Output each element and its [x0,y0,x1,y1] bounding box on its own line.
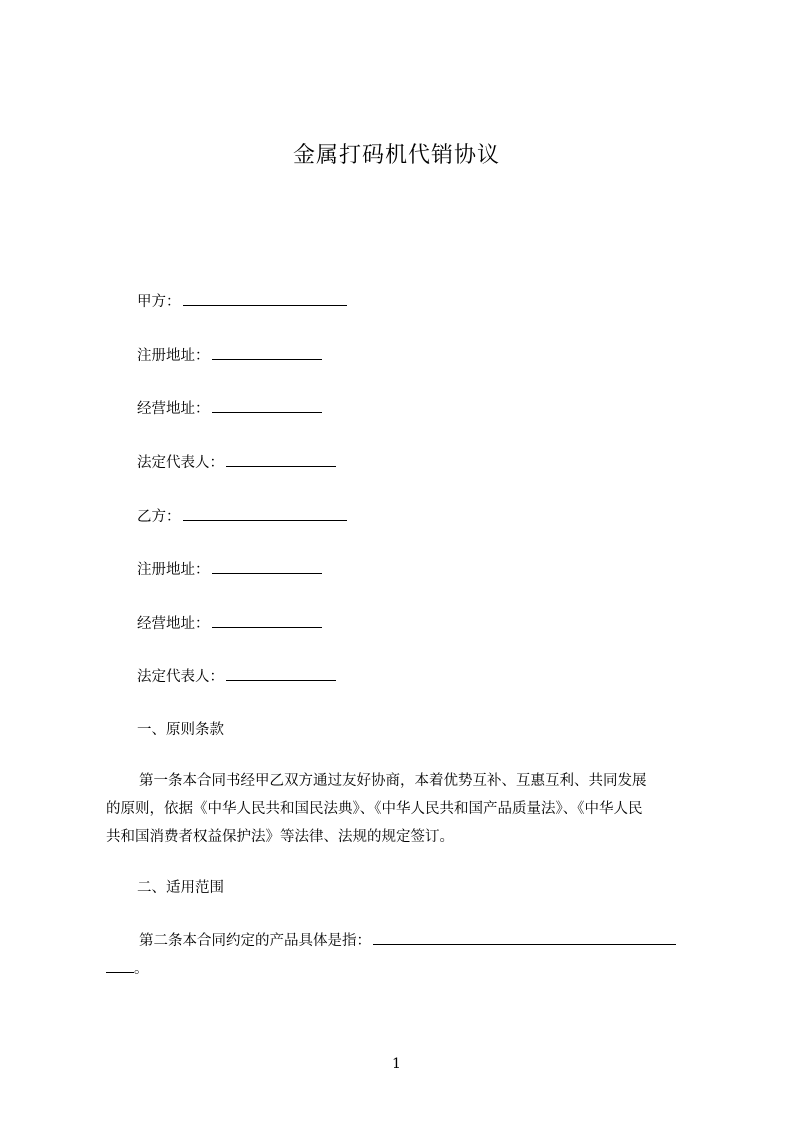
party-a-legal-rep-label: 法定代表人： [137,455,224,471]
article-1-paragraph [106,767,691,851]
party-b-business-address-blank [212,613,322,628]
party-a-registered-address-field [137,345,322,366]
article-2-line [106,927,691,955]
section-2-heading: 二、适用范围 [137,880,224,896]
article-1-line: 第一条本合同书经甲乙双方通过友好协商，本着优势互补、互惠互利、共同发展 [139,773,647,789]
article-2-text: 第二条本合同约定的产品具体是指： [139,933,371,949]
article-2-end-punctuation: 。 [134,961,149,977]
article-1-line: 的原则，依据《中华人民共和国民法典》、《中华人民共和国产品质量法》、《中华人民 [106,801,643,817]
party-a-registered-address-label: 注册地址： [137,348,210,364]
party-a-business-address-field [137,398,322,419]
section-1-heading: 一、原则条款 [137,722,224,738]
party-a-name-label: 甲方： [137,294,181,310]
party-b-legal-rep-label: 法定代表人： [137,669,224,685]
party-a-registered-address-blank [212,345,322,360]
party-a-business-address-label: 经营地址： [137,401,210,417]
party-b-business-address-label: 经营地址： [137,616,210,632]
party-b-name-field [137,506,347,527]
party-b-name-blank [183,506,347,521]
party-b-legal-rep-blank [226,666,336,681]
party-a-name-field [137,291,347,312]
product-description-blank-continued [106,958,134,973]
party-b-registered-address-label: 注册地址： [137,562,210,578]
party-b-registered-address-blank [212,559,322,574]
party-b-registered-address-field [137,559,322,580]
document-title: 金属打码机代销协议 [292,143,500,168]
article-2-paragraph [106,927,691,983]
party-a-business-address-blank [212,398,322,413]
party-a-legal-rep-field [137,452,336,473]
party-a-name-blank [183,291,347,306]
article-2-line [106,955,691,983]
party-b-name-label: 乙方： [137,509,181,525]
party-a-legal-rep-blank [226,452,336,467]
article-1-line: 共和国消费者权益保护法》等法律、法规的规定签订。 [106,829,454,845]
page-number: 1 [392,1056,401,1072]
party-b-business-address-field [137,613,322,634]
product-description-blank [373,930,676,945]
party-b-legal-rep-field [137,666,336,687]
